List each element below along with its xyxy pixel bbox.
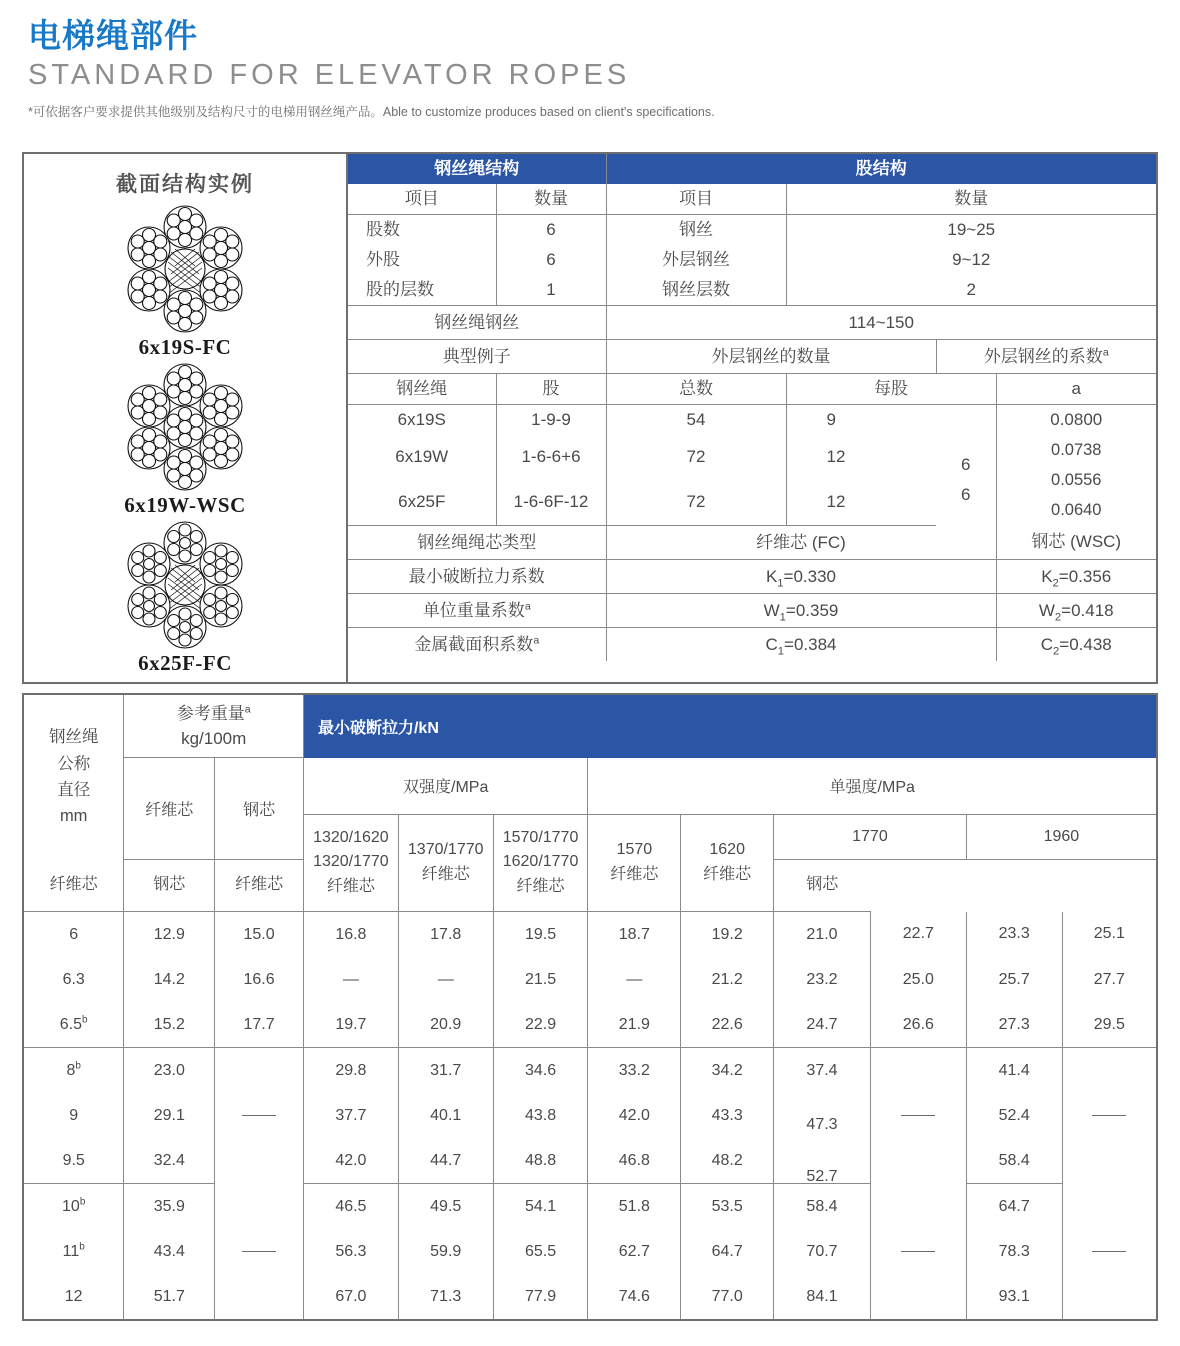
grade-col-1320 bbox=[303, 814, 398, 912]
structure-item-label: 股数 bbox=[348, 215, 496, 246]
structure-table-panel bbox=[348, 154, 1156, 682]
reference-weight-header bbox=[124, 694, 304, 758]
cross-section-caption: 6x25F-FC bbox=[138, 651, 232, 675]
mbf-1960-fc: 64.7 bbox=[966, 1184, 1062, 1230]
table-row bbox=[23, 694, 1157, 758]
table-row bbox=[348, 559, 1156, 593]
mbf-d1370: 44.7 bbox=[398, 1138, 493, 1184]
mbf-d1570: 34.6 bbox=[493, 1048, 588, 1094]
mbf-s1570: — bbox=[588, 957, 681, 1002]
col-qty-right: 数量 bbox=[786, 184, 1156, 215]
col-item-right: 项目 bbox=[606, 184, 786, 215]
mbf-1960-fc: 27.3 bbox=[966, 1002, 1062, 1048]
subcol-total: 总数 bbox=[606, 374, 786, 405]
structure-item-label: 外股 bbox=[348, 245, 496, 275]
mbf-1770-wsc: 26.6 bbox=[870, 1002, 966, 1048]
mbf-s1570: 33.2 bbox=[588, 1048, 681, 1094]
table-row bbox=[23, 1184, 1157, 1230]
rope-diameter: 10$^b$ bbox=[23, 1184, 124, 1230]
grade-core: 纤维芯 bbox=[516, 878, 565, 896]
example-per-strand-extra-merged bbox=[936, 435, 996, 525]
rope-wires-value: 114~150 bbox=[606, 306, 1156, 340]
structure-section bbox=[22, 152, 1158, 684]
table-row bbox=[348, 215, 1156, 246]
table-row bbox=[23, 912, 1157, 958]
mbf-s1620: 34.2 bbox=[681, 1048, 774, 1094]
grade-line: 1570 bbox=[616, 840, 653, 858]
mbf-d1370: 40.1 bbox=[398, 1093, 493, 1138]
group-header-rope-structure: 钢丝绳结构 bbox=[348, 154, 606, 184]
structure-item-value: 6 bbox=[496, 215, 606, 246]
mbf-1770-fc: 24.7 bbox=[774, 1002, 871, 1048]
mbf-d1320: 37.7 bbox=[303, 1093, 398, 1138]
table-row bbox=[348, 275, 1156, 306]
mbf-1960-wsc: 27.7 bbox=[1093, 970, 1125, 988]
strand-item-value: 9~12 bbox=[952, 250, 991, 269]
mbf-1960-fc: 58.4 bbox=[966, 1138, 1062, 1184]
table-row bbox=[348, 525, 1156, 559]
mbf-s1620: 64.7 bbox=[681, 1229, 774, 1274]
weight-wsc-value: 16.6 bbox=[215, 957, 304, 1002]
weight-fc-value: 15.2 bbox=[124, 1002, 215, 1048]
strength-section bbox=[22, 693, 1158, 1321]
cross-section-item bbox=[95, 204, 275, 360]
mbf-d1320: — bbox=[303, 957, 398, 1002]
page-header bbox=[0, 0, 1180, 120]
mbf-s1620: 48.2 bbox=[681, 1138, 774, 1184]
table-row bbox=[348, 593, 1156, 627]
rope-diameter: 8$^b$ bbox=[23, 1048, 124, 1094]
coefficient-a-1: 0.0738 bbox=[1051, 441, 1102, 459]
mbf-d1320: 16.8 bbox=[303, 912, 398, 958]
weight-unit: kg/100m bbox=[181, 729, 247, 748]
coef-label: 单位重量系数$^a$ bbox=[348, 593, 606, 627]
example-rope-name: 6x19S bbox=[348, 405, 496, 436]
subcol-rope: 钢丝绳 bbox=[348, 374, 496, 405]
structure-item-value: 1 bbox=[496, 275, 606, 306]
col-qty-left: 数量 bbox=[496, 184, 606, 215]
strand-item-value: 2 bbox=[786, 275, 1156, 306]
mbf-1960-fc: 41.4 bbox=[966, 1048, 1062, 1094]
subcol-coefficient-a: a bbox=[996, 374, 1156, 405]
dim-line-4: mm bbox=[59, 807, 88, 826]
cross-section-caption: 6x19W-WSC bbox=[124, 493, 246, 517]
strength-table bbox=[22, 693, 1158, 1321]
outer-wire-coefficient-label: 外层钢丝的系数$^a$ bbox=[936, 340, 1156, 374]
rope-wires-label: 钢丝绳钢丝 bbox=[348, 306, 606, 340]
table-row bbox=[23, 1229, 1157, 1274]
mbf-d1370: 49.5 bbox=[398, 1184, 493, 1230]
dim-line-2: 公称 bbox=[57, 754, 91, 773]
table-row bbox=[348, 374, 1156, 405]
table-row bbox=[23, 1274, 1157, 1320]
dim-line-1: 钢丝绳 bbox=[48, 728, 99, 747]
cross-section-item bbox=[95, 362, 275, 518]
weight-wsc-value: 15.0 bbox=[215, 912, 304, 958]
mbf-1960-fc: 25.7 bbox=[966, 957, 1062, 1002]
grade-line: 1320/1770 bbox=[313, 853, 389, 871]
grade-col-s1620 bbox=[681, 814, 774, 912]
mbf-s1620: 21.2 bbox=[681, 957, 774, 1002]
mbf-s1620: 43.3 bbox=[681, 1093, 774, 1138]
mbf-d1570: 65.5 bbox=[493, 1229, 588, 1274]
example-strand-构成: 1-6-6F-12 bbox=[496, 480, 606, 525]
mbf-d1570: 77.9 bbox=[493, 1274, 588, 1320]
grade-line: 1620/1770 bbox=[502, 853, 579, 871]
mbf-1770-wsc-merged bbox=[870, 1184, 966, 1321]
mbf-d1370: 71.3 bbox=[398, 1274, 493, 1320]
coef-fc-value: $W_1=0.359$ bbox=[606, 593, 996, 627]
grade-col-1570-1620 bbox=[493, 814, 588, 912]
grade-col-1370 bbox=[398, 814, 493, 912]
coefficient-a-3: 0.0640 bbox=[1051, 501, 1102, 519]
weight-fc-value: 29.1 bbox=[124, 1093, 215, 1138]
cross-section-caption: 6x19S-FC bbox=[138, 335, 232, 359]
core-wsc-1960-header: 钢芯 bbox=[774, 859, 871, 912]
coef-fc-value: $K_1=0.330$ bbox=[606, 559, 996, 593]
example-per-strand: 9 bbox=[826, 410, 836, 429]
strand-item-label: 钢丝 bbox=[606, 215, 786, 246]
mbf-d1320: 19.7 bbox=[303, 1002, 398, 1048]
table-row bbox=[348, 154, 1156, 184]
rope-diameter: 11$^b$ bbox=[23, 1229, 124, 1274]
coef-wsc-value: $C_2=0.438$ bbox=[1040, 634, 1112, 657]
coefficient-a-2: 0.0556 bbox=[1051, 471, 1102, 489]
weight-fc-value: 51.7 bbox=[124, 1274, 215, 1320]
core-type-label: 钢丝绳绳芯类型 bbox=[348, 525, 606, 559]
structure-item-label: 股的层数 bbox=[348, 275, 496, 306]
weight-fc-value: 32.4 bbox=[124, 1138, 215, 1184]
mbf-1770-fc: 84.1 bbox=[774, 1274, 871, 1320]
coef-wsc-value: $W_2=0.418$ bbox=[996, 593, 1156, 627]
example-total-wires: 72 bbox=[606, 480, 786, 525]
grade-core: 纤维芯 bbox=[421, 865, 470, 883]
table-row bbox=[348, 405, 1156, 436]
page-title-cn: 电梯绳部件 bbox=[28, 17, 198, 54]
mbf-1770-wsc-merged bbox=[870, 1048, 966, 1184]
grade-core: 纤维芯 bbox=[703, 865, 752, 883]
mbf-1770-fc: 52.7 bbox=[774, 1138, 871, 1184]
table-row bbox=[348, 184, 1156, 215]
mbf-d1370: 59.9 bbox=[398, 1229, 493, 1274]
mbf-d1370: 17.8 bbox=[398, 912, 493, 958]
mbf-1960-fc: 78.3 bbox=[966, 1229, 1062, 1274]
rope-diameter: 12 bbox=[23, 1274, 124, 1320]
weight-wsc-value: 17.7 bbox=[215, 1002, 304, 1048]
mbf-s1570: 74.6 bbox=[588, 1274, 681, 1320]
table-row bbox=[23, 1093, 1157, 1138]
customization-note: *可依据客户要求提供其他级别及结构尺寸的电梯用钢丝绳产品。Able to customize produces based on client's specifications. bbox=[28, 105, 715, 120]
page-title-en: STANDARD FOR ELEVATOR ROPES bbox=[28, 59, 631, 92]
grade-line: 1370/1770 bbox=[407, 840, 484, 858]
mbf-d1570: 54.1 bbox=[493, 1184, 588, 1230]
core-fc-1960-header: 纤维芯 bbox=[215, 859, 304, 912]
strand-item-label: 钢丝层数 bbox=[606, 275, 786, 306]
mbf-1960-fc: 93.1 bbox=[966, 1274, 1062, 1320]
mbf-d1370: 20.9 bbox=[398, 1002, 493, 1048]
rope-diameter: 9 bbox=[23, 1093, 124, 1138]
col-item-left: 项目 bbox=[348, 184, 496, 215]
example-strand-构成: 1-9-9 bbox=[496, 405, 606, 436]
grade-group-1960: 1960 bbox=[966, 814, 1157, 859]
mbf-1770-wsc: 25.0 bbox=[870, 957, 966, 1002]
mbf-1960-wsc: 29.5 bbox=[1062, 1002, 1157, 1048]
mbf-1960-fc: 23.3 bbox=[966, 912, 1062, 958]
table-row bbox=[23, 957, 1157, 1002]
grade-col-s1570 bbox=[588, 814, 681, 912]
weight-fc-value: 12.9 bbox=[124, 912, 215, 958]
mbf-d1570: 19.5 bbox=[493, 912, 588, 958]
mbf-1770-fc: 47.3 bbox=[774, 1093, 871, 1138]
example-per-strand: 12 bbox=[826, 447, 846, 467]
table-row bbox=[23, 1138, 1157, 1184]
mbf-d1320: 42.0 bbox=[303, 1138, 398, 1184]
strand-item-value: 19~25 bbox=[947, 220, 996, 239]
rope-diameter: 6 bbox=[23, 912, 124, 958]
mbf-1770-wsc: 22.7 bbox=[870, 912, 966, 958]
per-strand-extra-2: 6 bbox=[961, 485, 971, 504]
rope-diagram-6x19s-fc-icon bbox=[95, 204, 275, 334]
example-coefficient-a: 0.0800 bbox=[1050, 410, 1103, 429]
mbf-1770-fc: 23.2 bbox=[774, 957, 871, 1002]
coef-label: 金属截面积系数$^a$ bbox=[348, 627, 606, 661]
example-strand-构成: 1-6-6+6 bbox=[496, 435, 606, 480]
example-per-strand: 12 bbox=[786, 480, 936, 525]
core-type-wsc: 钢芯 (WSC) bbox=[996, 525, 1156, 559]
weight-fc-value: 43.4 bbox=[124, 1229, 215, 1274]
typical-examples-label: 典型例子 bbox=[348, 340, 606, 374]
table-row bbox=[348, 340, 1156, 374]
weight-fc-value: 35.9 bbox=[124, 1184, 215, 1230]
mbf-s1570: 42.0 bbox=[588, 1093, 681, 1138]
table-row bbox=[23, 1048, 1157, 1094]
grade-line: 1320/1620 bbox=[313, 828, 389, 846]
rope-diameter: 6.5$^b$ bbox=[23, 1002, 124, 1048]
mbf-s1570: 51.8 bbox=[588, 1184, 681, 1230]
weight-wsc-header: 钢芯 bbox=[215, 758, 304, 860]
mbf-s1570: 46.8 bbox=[588, 1138, 681, 1184]
rope-diagram-6x19w-wsc-icon bbox=[95, 362, 275, 492]
mbf-s1620: 77.0 bbox=[681, 1274, 774, 1320]
grade-line: 1620 bbox=[709, 840, 745, 858]
mbf-d1570: 43.8 bbox=[493, 1093, 588, 1138]
strand-item-label: 外层钢丝 bbox=[606, 245, 786, 275]
mbf-d1320: 56.3 bbox=[303, 1229, 398, 1274]
mbf-1770-fc: 21.0 bbox=[774, 912, 871, 958]
example-total-wires: 54 bbox=[606, 405, 786, 436]
mbf-s1620: 53.5 bbox=[681, 1184, 774, 1230]
structure-item-value: 6 bbox=[496, 245, 606, 275]
table-row bbox=[348, 435, 1156, 480]
mbf-d1570: 22.9 bbox=[493, 1002, 588, 1048]
table-row bbox=[23, 1002, 1157, 1048]
weight-fc-value: 23.0 bbox=[124, 1048, 215, 1094]
mbf-s1570: 62.7 bbox=[588, 1229, 681, 1274]
mbf-d1370: — bbox=[398, 957, 493, 1002]
mbf-1770-fc: 58.4 bbox=[774, 1184, 871, 1230]
mbf-1770-fc: 70.7 bbox=[774, 1229, 871, 1274]
mbf-d1570: 48.8 bbox=[493, 1138, 588, 1184]
mbf-s1620: 19.2 bbox=[681, 912, 774, 958]
table-row bbox=[348, 245, 1156, 275]
structure-table bbox=[348, 154, 1156, 661]
dim-line-3: 直径 bbox=[57, 781, 91, 799]
outer-wire-count-label: 外层钢丝的数量 bbox=[606, 340, 936, 374]
mbf-d1320: 46.5 bbox=[303, 1184, 398, 1230]
core-type-fc: 纤维芯 (FC) bbox=[606, 525, 996, 559]
core-wsc-1770-header: 钢芯 bbox=[124, 859, 215, 912]
table-row bbox=[348, 627, 1156, 661]
mbf-d1320: 67.0 bbox=[303, 1274, 398, 1320]
coef-wsc-value: $K_2=0.356$ bbox=[996, 559, 1156, 593]
weight-fc-value: 14.2 bbox=[124, 957, 215, 1002]
weight-wsc-merged bbox=[215, 1184, 304, 1321]
mbf-s1620: 22.6 bbox=[681, 1002, 774, 1048]
dual-strength-header: 双强度/MPa bbox=[303, 758, 587, 815]
cross-section-panel bbox=[24, 154, 348, 682]
table-row bbox=[348, 306, 1156, 340]
group-header-strand-structure: 股结构 bbox=[606, 154, 1156, 184]
example-per-strand-extra bbox=[936, 405, 996, 436]
mbf-1960-wsc-merged bbox=[1062, 1184, 1157, 1321]
coef-fc-value: $C_1=0.384$ bbox=[606, 627, 996, 661]
mbf-d1370: 31.7 bbox=[398, 1048, 493, 1094]
cross-section-title: 截面结构实例 bbox=[116, 173, 254, 196]
mbf-1770-fc: 37.4 bbox=[774, 1048, 871, 1094]
rope-diagram-6x25f-fc-icon bbox=[95, 520, 275, 650]
example-rope-name: 6x19W bbox=[348, 435, 496, 480]
mbf-d1570: 21.5 bbox=[493, 957, 588, 1002]
weight-fc-header: 纤维芯 bbox=[124, 758, 215, 860]
mbf-1960-wsc-merged bbox=[1062, 1048, 1157, 1184]
coef-label: 最小破断拉力系数 bbox=[348, 559, 606, 593]
table-row bbox=[23, 758, 1157, 815]
grade-group-1770: 1770 bbox=[774, 814, 967, 859]
dimension-column-header bbox=[23, 694, 124, 859]
example-coefficient-a-merged bbox=[996, 435, 1156, 525]
grade-line: 1570/1770 bbox=[502, 828, 579, 846]
subcol-strand: 股 bbox=[496, 374, 606, 405]
mbf-1960-wsc: 25.1 bbox=[1093, 925, 1125, 943]
weight-label: 参考重量$^a$ bbox=[176, 702, 251, 723]
weight-wsc-merged bbox=[215, 1048, 304, 1184]
mbf-d1320: 29.8 bbox=[303, 1048, 398, 1094]
mbf-group-header: 最小破断拉力/kN bbox=[303, 694, 1157, 758]
core-fc-1770-header: 纤维芯 bbox=[23, 859, 124, 912]
subcol-per-strand: 每股 bbox=[786, 374, 996, 405]
mbf-s1570: 18.7 bbox=[588, 912, 681, 958]
grade-core: 纤维芯 bbox=[610, 865, 659, 883]
single-strength-header: 单强度/MPa bbox=[588, 758, 1157, 815]
example-rope-name: 6x25F bbox=[348, 480, 496, 525]
rope-diameter: 6.3 bbox=[23, 957, 124, 1002]
mbf-1960-fc: 52.4 bbox=[966, 1093, 1062, 1138]
example-total-wires: 72 bbox=[606, 435, 786, 480]
rope-diameter: 9.5 bbox=[23, 1138, 124, 1184]
mbf-s1570: 21.9 bbox=[588, 1002, 681, 1048]
grade-core: 纤维芯 bbox=[326, 878, 375, 896]
per-strand-extra-1: 6 bbox=[961, 455, 971, 474]
cross-section-item bbox=[95, 520, 275, 676]
